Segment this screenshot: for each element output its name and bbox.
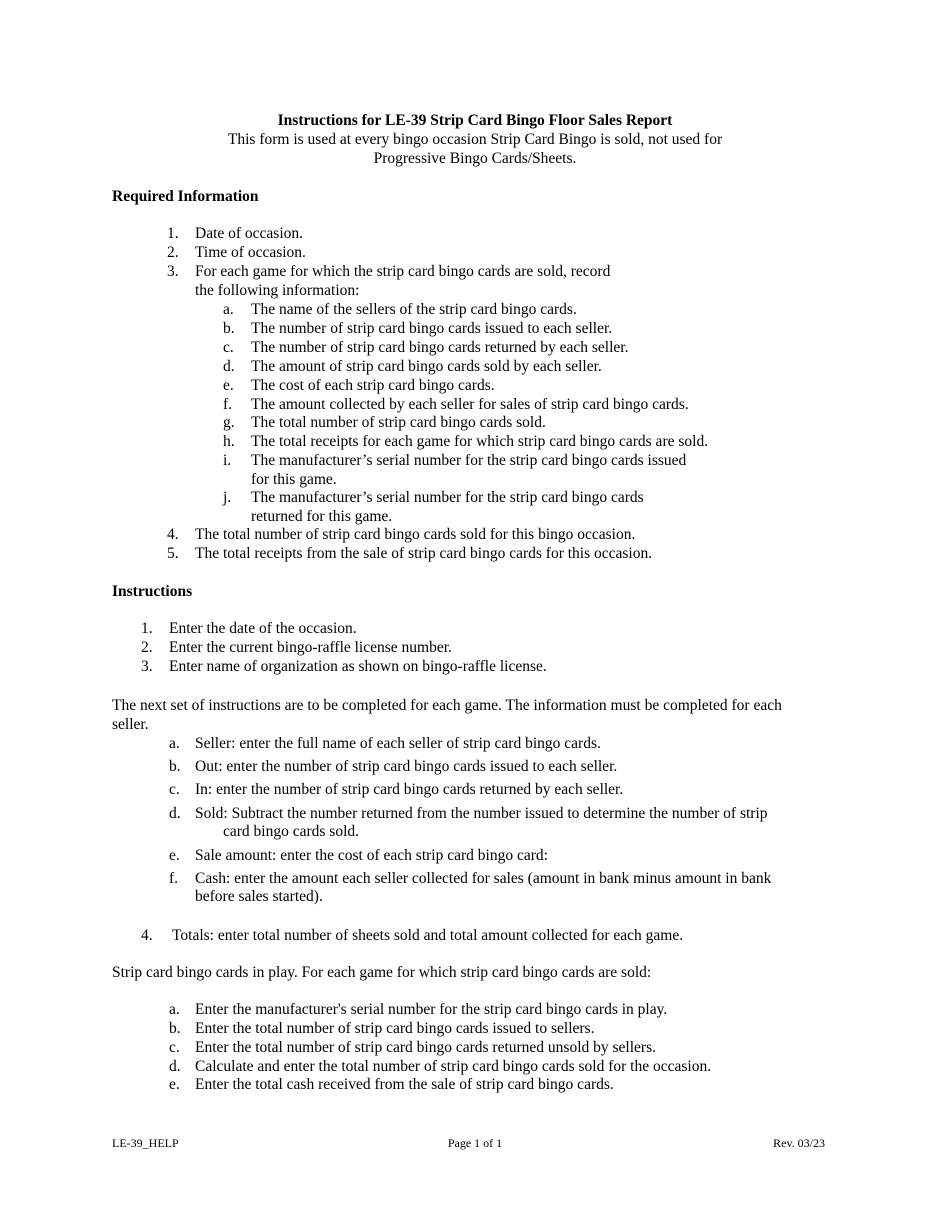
sublist-letter: e. [223,377,234,394]
totals-item: Totals: enter total number of sheets sold and total amount collected for each game. [172,927,684,944]
list-number: 1. [167,225,179,242]
sublist-letter: c. [169,781,180,798]
list-number: 2. [141,639,153,656]
list-item-continued: the following information: [195,282,360,299]
sublist-letter: f. [223,396,233,413]
sublist-letter: e. [169,847,180,864]
subtitle-line-2: Progressive Bingo Cards/Sheets. [373,150,577,167]
sublist-item: The amount of strip card bingo cards sold by each seller. [251,358,602,375]
totals-number: 4. [141,927,153,944]
sublist-item: Enter the manufacturer's serial number for the strip card bingo cards in play. [195,1001,668,1018]
footer-page-number: Page 1 of 1 [447,1136,503,1150]
sublist-letter: i. [223,452,232,469]
sublist-item-continued: for this game. [251,471,337,488]
list-number: 3. [167,263,179,280]
list-number: 3. [141,658,153,675]
sublist-item: The amount collected by each seller for sales of strip card bingo cards. [251,396,689,413]
sublist-letter: a. [223,301,234,318]
list-item: For each game for which the strip card bingo cards are sold, record [195,263,611,280]
sublist-letter: e. [169,1076,180,1093]
sublist-item: Sale amount: enter the cost of each strip card bingo card: [195,847,548,864]
sublist-letter: b. [169,758,181,775]
sublist-item: The cost of each strip card bingo cards. [251,377,495,394]
sublist-item: Enter the total number of strip card bingo cards issued to sellers. [195,1020,595,1037]
sublist-item-continued: card bingo cards sold. [223,823,360,840]
strip-card-intro: Strip card bingo cards in play. For each game for which strip card bingo cards are sold: [112,964,652,981]
sublist-item: The name of the sellers of the strip card bingo cards. [251,301,577,318]
next-set-paragraph-line-2: seller. [112,716,149,733]
list-item: Enter the current bingo-raffle license number. [169,639,452,656]
sublist-letter: a. [169,735,180,752]
sublist-item: Sold: Subtract the number returned from the number issued to determine the number of strip [195,805,768,822]
list-number: 4. [167,526,179,543]
sublist-item: The number of strip card bingo cards issued to each seller. [251,320,613,337]
sublist-letter: d. [169,805,181,822]
list-item: Enter the date of the occasion. [169,620,357,637]
list-item: Date of occasion. [195,225,304,242]
sublist-item-continued: before sales started). [195,888,323,905]
list-item: Enter name of organization as shown on bingo-raffle license. [169,658,547,675]
sublist-letter: g. [223,414,235,431]
footer-revision: Rev. 03/23 [773,1136,825,1150]
sublist-item: The total number of strip card bingo cards sold. [251,414,546,431]
sublist-letter: d. [223,358,235,375]
list-item: The total receipts from the sale of strip card bingo cards for this occasion. [195,545,653,562]
sublist-item: In: enter the number of strip card bingo cards returned by each seller. [195,781,624,798]
sublist-item: The number of strip card bingo cards returned by each seller. [251,339,629,356]
sublist-letter: j. [223,489,232,506]
sublist-item: The manufacturer’s serial number for the strip card bingo cards [251,489,644,506]
sublist-letter: h. [223,433,235,450]
sublist-item: Out: enter the number of strip card bingo cards issued to each seller. [195,758,618,775]
sublist-letter: c. [169,1039,180,1056]
sublist-letter: b. [223,320,235,337]
list-number: 1. [141,620,153,637]
sublist-letter: f. [169,870,179,887]
sublist-item: Seller: enter the full name of each seller of strip card bingo cards. [195,735,601,752]
sublist-letter: b. [169,1020,181,1037]
footer-form-id: LE-39_HELP [112,1136,179,1150]
sublist-letter: a. [169,1001,180,1018]
list-item: The total number of strip card bingo cards sold for this bingo occasion. [195,526,636,543]
sublist-letter: d. [169,1058,181,1075]
next-set-paragraph-line-1: The next set of instructions are to be completed for each game. The information must be completed for each [112,697,782,714]
list-number: 2. [167,244,179,261]
sublist-letter: c. [223,339,234,356]
sublist-item: The total receipts for each game for which strip card bingo cards are sold. [251,433,709,450]
sublist-item: Enter the total number of strip card bingo cards returned unsold by sellers. [195,1039,656,1056]
page-title: Instructions for LE-39 Strip Card Bingo Floor Sales Report [277,112,673,129]
sublist-item: The manufacturer’s serial number for the strip card bingo cards issued [251,452,687,469]
subtitle-line-1: This form is used at every bingo occasion Strip Card Bingo is sold, not used for [227,131,723,148]
sublist-item: Cash: enter the amount each seller collected for sales (amount in bank minus amount in bank [195,870,772,887]
sublist-item-continued: returned for this game. [251,508,393,525]
list-item: Time of occasion. [195,244,306,261]
instructions-heading: Instructions [112,583,193,600]
required-heading: Required Information [112,188,259,205]
sublist-item: Enter the total cash received from the sale of strip card bingo cards. [195,1076,614,1093]
list-number: 5. [167,545,179,562]
sublist-item: Calculate and enter the total number of strip card bingo cards sold for the occasion. [195,1058,712,1075]
